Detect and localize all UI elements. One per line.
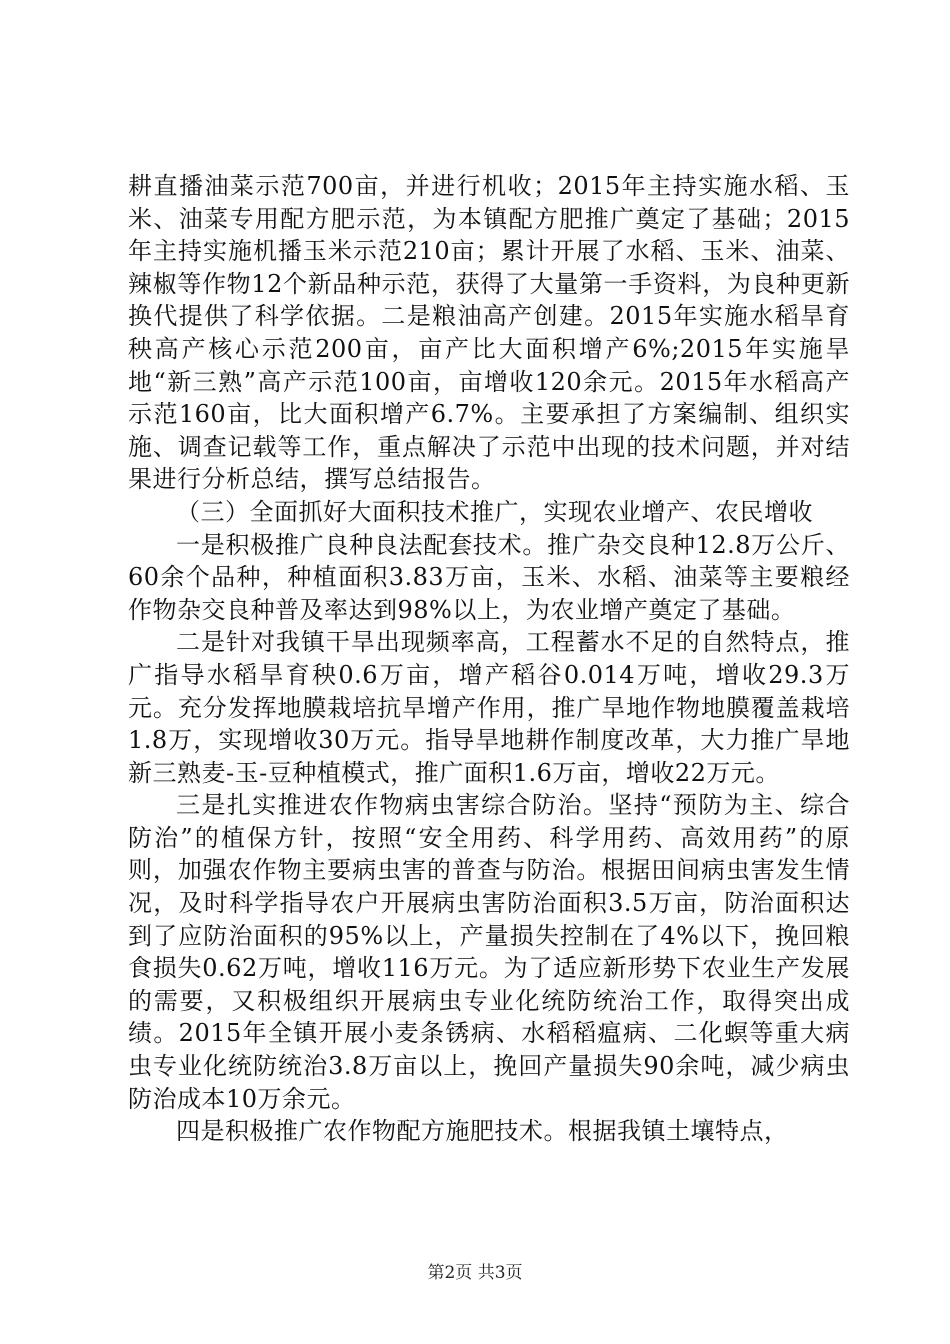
paragraph-demonstration-projects: 耕直播油菜示范700亩，并进行机收；2015年主持实施水稻、玉米、油菜专用配方肥示范，为本镇配方肥推广奠定了基础；2015年主持实施机播玉米示范210亩；累计开展了水稻、玉米、油菜、辣椒等作物12个新品种示范，获得了大量第一手资料，为良种更新换代提供了科学依据。二是粮油高产创建。2015年实施水稻旱育秧高产核心示范200亩，亩产比大面积增产6%;2015年实施旱地“新三熟”高产示范100亩，亩增收120余元。2015年水稻高产示范160亩，比大面积增产6.7%。主要承担了方案编制、组织实施、调查记载等工作，重点解决了示范中出现的技术问题，并对结果进行分析总结，撰写总结报告。 [128,172,850,494]
section-heading-tech-promotion: （三）全面抓好大面积技术推广，实现农业增产、农民增收 [176,497,813,526]
document-body [128,170,850,1148]
paragraph-drought-response: 二是针对我镇干旱出现频率高，工程蓄水不足的自然特点，推广指导水稻旱育秧0.6万亩，增产稻谷0.014万吨，增收29.3万元。充分发挥地膜栽培抗旱增产作用，推广旱地作物地膜覆盖栽培1.8万，实现增收30万元。指导旱地耕作制度改革，大力推广旱地新三熟麦-玉-豆种植模式，推广面积1.6万亩，增收22万元。 [128,628,850,787]
paragraph-improved-seeds: 一是积极推广良种良法配套技术。推广杂交良种12.8万公斤、60余个品种，种植面积3.83万亩，玉米、水稻、油菜等主要粮经作物杂交良种普及率达到98%以上，为农业增产奠定了基础。 [128,530,850,624]
paragraph-pest-control: 三是扎实推进农作物病虫害综合防治。坚持“预防为主、综合防治”的植保方针，按照“安全用药、科学用药、高效用药”的原则，加强农作物主要病虫害的普查与防治。根据田间病虫害发生情况，及时科学指导农户开展病虫害防治面积3.5万亩，防治面积达到了应防治面积的95%以上，产量损失控制在了4%以下，挽回粮食损失0.62万吨，增收116万元。为了适应新形势下农业生产发展的需要，又积极组织开展病虫专业化统防统治工作，取得突出成绩。2015年全镇开展小麦条锈病、水稻稻瘟病、二化螟等重大病虫专业化统防统治3.8万亩以上，挽回产量损失90余吨，减少病虫防治成本10万余元。 [128,791,850,1113]
page-number-footer: 第2页 共3页 [427,1263,523,1283]
paragraph-fertilization: 四是积极推广农作物配方施肥技术。根据我镇土壤特点， [176,1117,789,1146]
